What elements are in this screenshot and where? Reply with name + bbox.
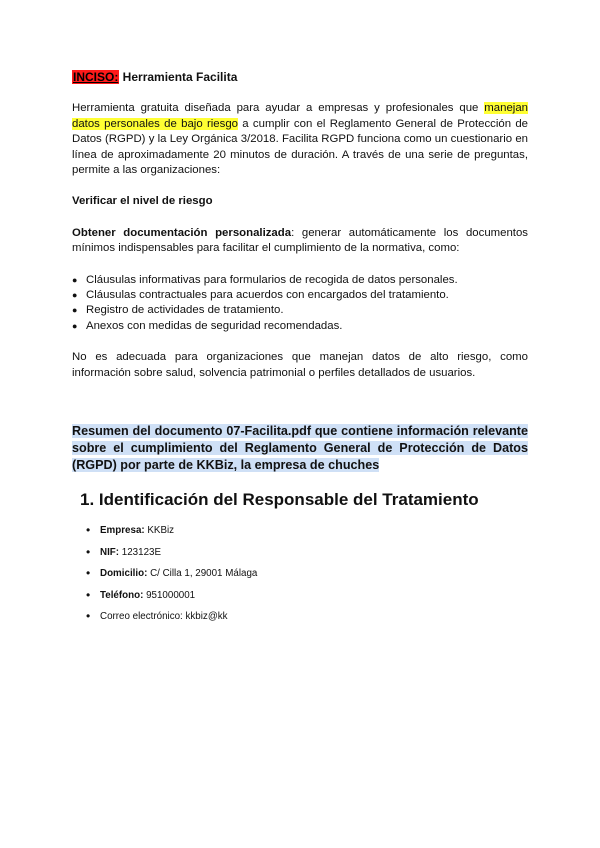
inciso-title: Herramienta Facilita (119, 70, 238, 84)
list-item: ● Cláusulas contractuales para acuerdos con encargados del tratamiento. (72, 288, 528, 303)
not-suitable-paragraph: No es adecuada para organizaciones que manejan datos de alto riesgo, como información sobre salud, solvencia patrimonial o perfiles detallados de usuarios. (72, 351, 528, 379)
list-item: ● Registro de actividades de tratamiento. (72, 303, 528, 318)
summary-heading (72, 423, 528, 474)
inciso-heading (72, 70, 528, 85)
list-item-domicilio: • Domicilio: C/ Cilla 1, 29001 Málaga (86, 563, 257, 585)
docs-paragraph (72, 226, 528, 257)
responsable-list (86, 520, 257, 628)
list-item: ● Anexos con medidas de seguridad recomendadas. (72, 319, 528, 334)
intro-paragraph (72, 101, 528, 178)
list-item-nif: • NIF: 123123E (86, 542, 257, 564)
intro-highlight: manejan datos personales de bajo riesgo (72, 102, 528, 130)
list-item-empresa: • Empresa: KKBiz (86, 520, 257, 542)
intro-text-2: a cumplir con el Reglamento General de Protección de Datos (RGPD) y la Ley Orgánica 3/2018. Facilita RGPD funciona como un cuestionario en línea de aproximadamente 20 minutos de duración. A través de una serie de preguntas, permite a las organizaciones: (72, 117, 529, 177)
docs-label: Obtener documentación personalizada (72, 226, 292, 239)
section-title: 1. Identificación del Responsable del Tratamiento (80, 490, 479, 509)
list-item: ● Cláusulas informativas para formularios de recogida de datos personales. (72, 273, 528, 288)
inciso-tag: INCISO: (73, 70, 119, 84)
document-page (72, 68, 528, 487)
verify-heading: Verificar el nivel de riesgo (72, 195, 213, 208)
docs-text: : generar automáticamente los documentos mínimos indispensables para facilitar el cumplimiento de la normativa, como: (72, 226, 529, 255)
documents-list (72, 273, 528, 335)
summary-text: Resumen del documento 07-Facilita.pdf que contiene información relevante sobre el cumplimiento del Reglamento General de Protección de Datos (RGPD) por parte de KKBiz, la empresa de chuches (72, 424, 528, 473)
list-item-correo: • Correo electrónico: kkbiz@kk (86, 606, 257, 628)
list-item-telefono: • Teléfono: 951000001 (86, 585, 257, 607)
intro-text-1: Herramienta gratuita diseñada para ayudar a empresas y profesionales que (72, 102, 485, 115)
